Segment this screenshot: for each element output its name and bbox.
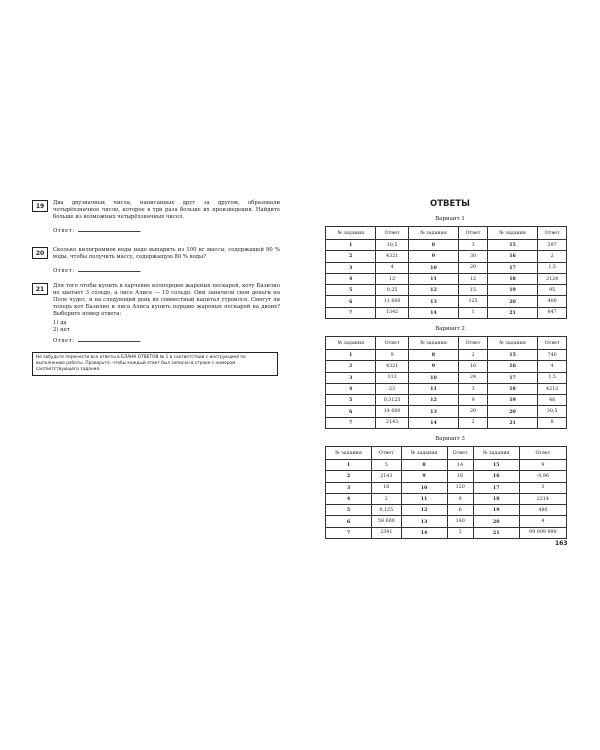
header-cell: Ответ — [447, 447, 473, 460]
table-row — [326, 493, 567, 504]
task-num-cell: 12 — [401, 505, 447, 516]
task-num-cell: 10 — [408, 262, 458, 273]
task-num-cell: 17 — [473, 482, 519, 493]
answer-cell: 1342 — [376, 307, 408, 318]
task-num-cell: 9 — [408, 361, 458, 372]
header-cell: Ответ — [538, 337, 567, 350]
variant-title: Вариант 1 — [435, 216, 465, 222]
header-cell: Ответ — [459, 227, 488, 240]
table-row — [326, 460, 567, 471]
answer-cell: 23 — [376, 383, 408, 394]
answer-cell: 8 — [538, 417, 567, 428]
answer-blank — [78, 226, 140, 232]
header-cell: № задания — [408, 337, 458, 350]
answers-table-variant-3 — [325, 446, 567, 539]
task-num-cell: 7 — [326, 307, 376, 318]
task-num-cell: 15 — [487, 240, 537, 251]
header-cell: Ответ — [372, 447, 402, 460]
header-cell: Ответ — [459, 337, 488, 350]
answer-cell: 4 — [376, 262, 408, 273]
table-row — [326, 296, 567, 307]
task-num-cell: 4 — [326, 493, 372, 504]
answer-cell: 15 — [459, 285, 488, 296]
table-row — [326, 372, 567, 383]
table-row — [326, 251, 567, 262]
answer-cell: 3 — [459, 383, 488, 394]
answer-cell: 400 — [538, 296, 567, 307]
answer-cell: 4321 — [376, 251, 408, 262]
task-text: Сколько килограммов воды надо выпарить из 100 кг массы, содержащей 90 % воды, чтобы получить массу, содержащую 80 % воды? — [53, 247, 280, 260]
answer-cell: 4 — [519, 516, 566, 527]
task-number: 19 — [32, 200, 48, 212]
table-row — [326, 383, 567, 394]
answer-cell: 647 — [538, 307, 567, 318]
task-num-cell: 12 — [408, 395, 458, 406]
task-num-cell: 4 — [326, 273, 376, 284]
answer-cell: 16 — [447, 471, 473, 482]
answer-label: Ответ: — [53, 338, 75, 344]
task-num-cell: 5 — [326, 505, 372, 516]
answer-cell: -0,96 — [519, 471, 566, 482]
task-num-cell: 11 — [408, 273, 458, 284]
answer-cell: 11 600 — [376, 296, 408, 307]
answer-line: Ответ: . — [53, 338, 143, 344]
answer-cell: 2214 — [519, 493, 566, 504]
task-num-cell: 20 — [473, 516, 519, 527]
answer-cell: 48 — [538, 395, 567, 406]
table-row — [326, 262, 567, 273]
answer-cell: 2 — [459, 350, 488, 361]
task-num-cell: 11 — [408, 383, 458, 394]
table-row — [326, 406, 567, 417]
page-number: 163 — [555, 540, 568, 547]
answer-cell: 16 — [459, 361, 488, 372]
task-num-cell: 4 — [326, 383, 376, 394]
header-cell: Ответ — [519, 447, 566, 460]
answer-label: Ответ: — [53, 268, 75, 274]
answer-cell: 9 — [376, 350, 408, 361]
answer-cell: 0,3125 — [376, 395, 408, 406]
task-num-cell: 1 — [326, 350, 376, 361]
task-text: Два двузначных числа, написанных друг за другом, образовали четырёхзначное число, которое в три раза больше их произведения. Найдите больше из возможных четырёхзначных чисел. — [53, 200, 280, 220]
task-num-cell: 16 — [473, 471, 519, 482]
task-num-cell: 8 — [401, 460, 447, 471]
task-num-cell: 8 — [408, 350, 458, 361]
task-num-cell: 6 — [326, 516, 372, 527]
table-row — [326, 273, 567, 284]
table-row — [326, 350, 567, 361]
header-cell: № задания — [326, 447, 372, 460]
answer-cell: 1,5 — [538, 372, 567, 383]
table-row — [326, 471, 567, 482]
task-num-cell: 7 — [326, 527, 372, 538]
answer-cell: 99 999 998 — [519, 527, 566, 538]
task-num-cell: 1 — [326, 460, 372, 471]
task-num-cell: 2 — [326, 361, 376, 372]
task-num-cell: 11 — [401, 493, 447, 504]
task-num-cell: 10 — [401, 482, 447, 493]
task-num-cell: 18 — [473, 493, 519, 504]
answer-cell: 20 — [459, 406, 488, 417]
answer-cell: 297 — [538, 240, 567, 251]
answer-cell: 140 — [447, 516, 473, 527]
answer-cell: 113 — [376, 372, 408, 383]
answer-cell: 120 — [447, 482, 473, 493]
answer-cell: 12 — [459, 273, 488, 284]
answer-cell: 4321 — [376, 361, 408, 372]
answer-cell: 4212 — [538, 383, 567, 394]
answer-cell: 2143 — [376, 417, 408, 428]
task-num-cell: 19 — [473, 505, 519, 516]
task-num-cell: 20 — [487, 406, 537, 417]
option: 2) нет — [53, 327, 70, 333]
task-num-cell: 14 — [408, 417, 458, 428]
task-num-cell: 6 — [326, 296, 376, 307]
option: 1) да — [53, 320, 67, 326]
answer-cell: 10,5 — [376, 240, 408, 251]
task-num-cell: 3 — [326, 262, 376, 273]
answers-table-variant-2 — [325, 336, 567, 429]
answer-cell: 9 — [459, 395, 488, 406]
task-num-cell: 17 — [487, 372, 537, 383]
answer-cell: 480 — [519, 505, 566, 516]
answer-cell: 12 — [376, 273, 408, 284]
task-num-cell: 19 — [487, 285, 537, 296]
answers-title: ОТВЕТЫ — [430, 199, 470, 209]
task-num-cell: 14 — [401, 527, 447, 538]
answer-cell: 1,5 — [538, 262, 567, 273]
header-cell: Ответ — [376, 227, 408, 240]
task-19 — [32, 200, 280, 234]
task-num-cell: 16 — [487, 361, 537, 372]
answer-line: Ответ: . — [53, 268, 143, 274]
variant-title: Вариант 2 — [435, 326, 465, 332]
answer-label: Ответ: — [53, 228, 75, 234]
answer-cell: 2341 — [372, 527, 402, 538]
task-num-cell: 21 — [487, 417, 537, 428]
header-cell: № задания — [401, 447, 447, 460]
right-page — [300, 0, 600, 750]
task-num-cell: 5 — [326, 285, 376, 296]
task-num-cell: 10 — [408, 372, 458, 383]
task-num-cell: 16 — [487, 251, 537, 262]
header-cell: № задания — [487, 337, 537, 350]
task-num-cell: 18 — [487, 383, 537, 394]
task-num-cell: 19 — [487, 395, 537, 406]
task-num-cell: 21 — [473, 527, 519, 538]
answer-cell: 2143 — [372, 471, 402, 482]
reminder-box: Не забудьте перенести все ответы в БЛАНК ОТВЕТОВ № 1 в соответствии с инструкцией по выполнению работы. Проверьте, чтобы каждый ответ был записан в строке с номером соответствующего задания. — [32, 352, 278, 376]
table-row — [326, 505, 567, 516]
task-num-cell: 8 — [408, 240, 458, 251]
table-row — [326, 482, 567, 493]
answer-cell: 14 600 — [376, 406, 408, 417]
answer-cell: 16 — [372, 482, 402, 493]
answer-line: Ответ: . — [53, 228, 143, 234]
task-num-cell: 17 — [487, 262, 537, 273]
answer-cell: 3 — [447, 527, 473, 538]
answer-cell: 5 — [372, 460, 402, 471]
task-num-cell: 6 — [326, 406, 376, 417]
answer-cell: 2 — [372, 493, 402, 504]
answer-cell: 3 — [519, 482, 566, 493]
answer-cell: 0,125 — [372, 505, 402, 516]
table-row — [326, 240, 567, 251]
header-cell: Ответ — [538, 227, 567, 240]
header-cell: № задания — [487, 227, 537, 240]
answer-cell: 4 — [538, 361, 567, 372]
answer-cell: 740 — [538, 350, 567, 361]
task-number: 20 — [32, 247, 48, 259]
answer-blank — [78, 336, 140, 342]
task-num-cell: 13 — [401, 516, 447, 527]
answer-cell: 2124 — [538, 273, 567, 284]
answer-cell: 2 — [459, 417, 488, 428]
table-row — [326, 395, 567, 406]
task-num-cell: 13 — [408, 406, 458, 417]
answer-cell: 24 — [459, 372, 488, 383]
table-row — [326, 527, 567, 538]
task-num-cell: 3 — [326, 482, 372, 493]
task-num-cell: 2 — [326, 251, 376, 262]
task-num-cell: 2 — [326, 471, 372, 482]
task-num-cell: 15 — [487, 350, 537, 361]
answer-cell: 30,5 — [538, 406, 567, 417]
task-text: Для того чтобы купить в харчевне колпорцию жареных пескарей, коту Базилио не хватает 3 сольдо, а лисе Алисе — 10 сольдо. Они заначили свои деньги на Поле чудес, и на следующий день их совместный капитал утроился. Смогут ли теперь кот Базилио и лиса Алиса купить порцию жареных пескарей на двоих? Выберите номер ответа: — [53, 283, 280, 317]
task-num-cell: 5 — [326, 395, 376, 406]
answer-cell: 125 — [459, 296, 488, 307]
answer-cell: 58 600 — [372, 516, 402, 527]
task-num-cell: 12 — [408, 285, 458, 296]
answer-cell: 30 — [459, 251, 488, 262]
task-num-cell: 18 — [487, 273, 537, 284]
task-num-cell: 20 — [487, 296, 537, 307]
table-header-row — [326, 227, 567, 240]
answer-cell: 0,25 — [376, 285, 408, 296]
table-row — [326, 285, 567, 296]
table-header-row — [326, 337, 567, 350]
header-cell: № задания — [408, 227, 458, 240]
answer-cell: 3 — [459, 240, 488, 251]
header-cell: № задания — [326, 337, 376, 350]
task-num-cell: 9 — [401, 471, 447, 482]
answer-blank — [78, 266, 140, 272]
answer-cell: 20 — [459, 262, 488, 273]
table-row — [326, 361, 567, 372]
answer-cell: 1 — [459, 307, 488, 318]
task-20 — [32, 247, 280, 274]
task-number: 21 — [32, 283, 48, 295]
task-num-cell: 13 — [408, 296, 458, 307]
table-row — [326, 516, 567, 527]
task-num-cell: 3 — [326, 372, 376, 383]
header-cell: № задания — [473, 447, 519, 460]
answer-cell: 2 — [538, 251, 567, 262]
answers-table-variant-1 — [325, 226, 567, 319]
table-row — [326, 417, 567, 428]
answer-cell: 6 — [447, 505, 473, 516]
table-header-row — [326, 447, 567, 460]
task-21 — [32, 283, 280, 344]
variant-title: Вариант 3 — [435, 436, 465, 442]
task-num-cell: 9 — [408, 251, 458, 262]
header-cell: № задания — [326, 227, 376, 240]
task-num-cell: 1 — [326, 240, 376, 251]
answer-cell: 9 — [519, 460, 566, 471]
table-row — [326, 307, 567, 318]
header-cell: Ответ — [376, 337, 408, 350]
task-num-cell: 21 — [487, 307, 537, 318]
task-num-cell: 15 — [473, 460, 519, 471]
task-num-cell: 7 — [326, 417, 376, 428]
answer-cell: 14 — [447, 460, 473, 471]
task-num-cell: 14 — [408, 307, 458, 318]
answer-cell: 95 — [538, 285, 567, 296]
answer-cell: 9 — [447, 493, 473, 504]
